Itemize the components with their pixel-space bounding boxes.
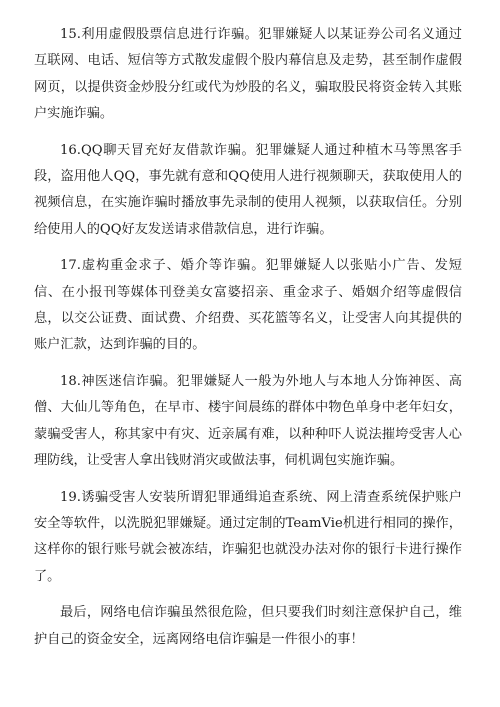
paragraph-19: 19.诱骗受害人安装所谓犯罪通缉追查系统、网上清查系统保护账户安全等软件，以洗脱犯罪嫌疑。通过定制的TeamVie机进行相同的操作，这样你的银行账号就会被冻结，诈骗犯也就没办法对你的银行卡进行操作了。	[34, 489, 462, 584]
paragraph-16: 16.QQ聊天冒充好友借款诈骗。犯罪嫌疑人通过种植木马等黑客手段，盗用他人QQ，事先就有意和QQ使用人进行视频聊天，获取使用人的视频信息，在实施诈骗时播放事先录制的使用人视频，以获取信任。分别给使用人的QQ好友发送请求借款信息，进行诈骗。	[34, 142, 462, 237]
paragraph-18: 18.神医迷信诈骗。犯罪嫌疑人一般为外地人与本地人分饰神医、高僧、大仙儿等角色，在早市、楼宇间晨练的群体中物色单身中老年妇女，蒙骗受害人，称其家中有灾、近亲属有难，以种种吓人说法摧垮受害人心理防线，让受害人拿出钱财消灾或做法事，伺机调包实施诈骗。	[34, 373, 462, 469]
paragraph-17: 17.虚构重金求子、婚介等诈骗。犯罪嫌疑人以张贴小广告、发短信、在小报刊等媒体刊登美女富婆招亲、重金求子、婚姻介绍等虚假信息，以交公证费、面试费、介绍费、买花篮等名义，让受害人向其提供的账户汇款，达到诈骗的目的。	[34, 258, 462, 353]
paragraph-conclusion: 最后，网络电信诈骗虽然很危险，但只要我们时刻注意保护自己，维护自己的资金安全，远离网络电信诈骗是一件很小的事！	[34, 605, 462, 647]
paragraph-15: 15.利用虚假股票信息进行诈骗。犯罪嫌疑人以某证券公司名义通过互联网、电话、短信等方式散发虚假个股内幕信息及走势，甚至制作虚假网页，以提供资金炒股分红或代为炒股的名义，骗取股民将资金转入其账户实施诈骗。	[34, 27, 462, 122]
document-body	[34, 22, 462, 663]
